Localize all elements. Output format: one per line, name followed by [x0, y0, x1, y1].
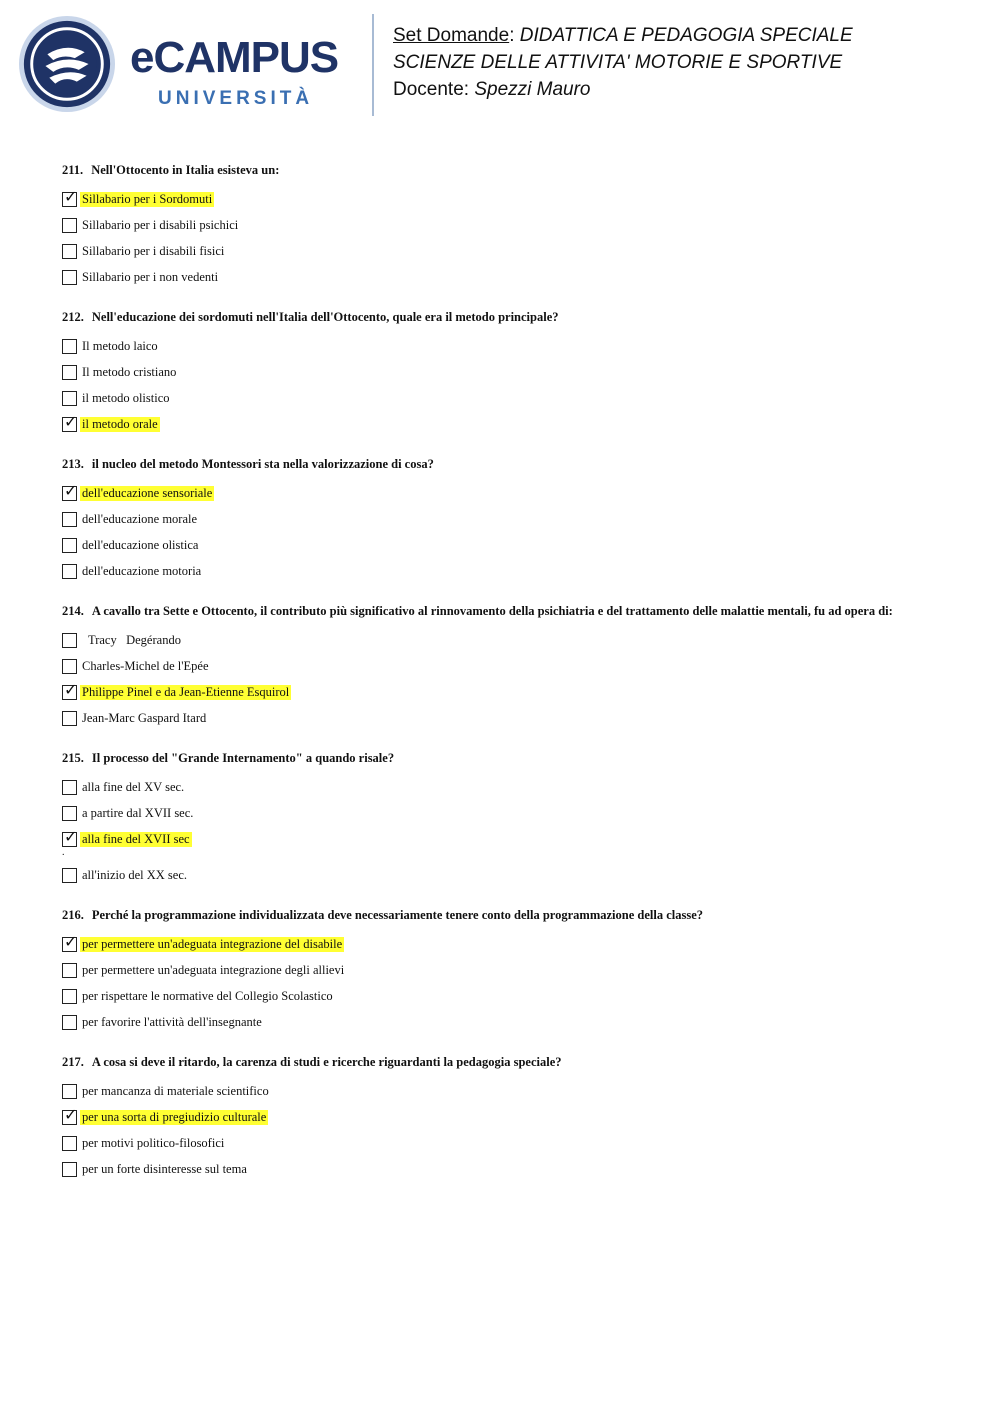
checkbox-icon[interactable] — [62, 1015, 77, 1030]
answer-option[interactable] — [62, 480, 962, 506]
checked-checkbox-icon[interactable] — [62, 480, 78, 501]
question-title — [62, 307, 962, 327]
checkbox-icon[interactable] — [62, 512, 77, 527]
checkmark-icon: ✓ — [64, 931, 78, 951]
checked-checkbox-icon[interactable] — [62, 679, 78, 700]
question — [62, 454, 962, 584]
checkmark-icon: ✓ — [64, 186, 78, 206]
checkbox-icon[interactable] — [62, 391, 77, 406]
answer-option-label: per mancanza di materiale scientifico — [82, 1083, 269, 1098]
question-number: 217. — [62, 1055, 84, 1069]
answer-option-label: per motivi politico-filosofici — [82, 1135, 225, 1150]
answer-option-label: per rispettare le normative del Collegio Scolastico — [82, 988, 333, 1003]
checkbox-icon[interactable] — [62, 218, 77, 233]
answer-option[interactable] — [62, 1130, 962, 1156]
question-title — [62, 1052, 962, 1072]
checked-checkbox-icon[interactable] — [62, 1104, 78, 1125]
answer-option[interactable] — [62, 1009, 962, 1035]
question — [62, 601, 962, 731]
set-title: DIDATTICA E PEDAGOGIA SPECIALE — [519, 25, 853, 46]
brand-subtitle: UNIVERSITÀ — [158, 88, 314, 109]
question-list — [62, 160, 962, 1199]
checkmark-icon: ✓ — [64, 826, 78, 846]
teacher-name: Spezzi Mauro — [474, 79, 591, 100]
question-text: Nell'Ottocento in Italia esisteva un: — [91, 163, 280, 177]
question-number: 213. — [62, 457, 84, 471]
question — [62, 748, 962, 888]
answer-option[interactable] — [62, 333, 962, 359]
question — [62, 1052, 962, 1182]
checkmark-icon: ✓ — [64, 480, 78, 500]
checkbox-icon[interactable] — [62, 711, 77, 726]
answer-option-label: dell'educazione olistica — [82, 537, 199, 552]
answer-option[interactable] — [62, 238, 962, 264]
answer-option[interactable] — [62, 931, 962, 957]
checkbox-icon[interactable] — [62, 868, 77, 883]
question-text: Il processo del "Grande Internamento" a quando risale? — [91, 751, 395, 765]
answer-option-label: per permettere un'adeguata integrazione del disabile — [82, 936, 343, 951]
question-text: il nucleo del metodo Montessori sta nella valorizzazione di cosa? — [91, 457, 434, 471]
question-title — [62, 160, 962, 180]
answer-option[interactable] — [62, 653, 962, 679]
answer-option[interactable] — [62, 385, 962, 411]
question-text: Nell'educazione dei sordomuti nell'Italia dell'Ottocento, quale era il metodo principale? — [91, 310, 559, 324]
answer-option-label: Philippe Pinel e da Jean-Etienne Esquirol — [82, 684, 290, 699]
answer-option[interactable] — [62, 212, 962, 238]
checkbox-icon[interactable] — [62, 538, 77, 553]
answer-option-label: dell'educazione sensoriale — [82, 485, 213, 500]
checkmark-icon: ✓ — [64, 411, 78, 431]
brand — [130, 33, 360, 116]
question-number: 215. — [62, 751, 84, 765]
question-text: Perché la programmazione individualizzata deve necessariamente tenere conto della programmazione della classe? — [91, 908, 703, 922]
answer-option-label: per favorire l'attività dell'insegnante — [82, 1014, 262, 1029]
checkbox-icon[interactable] — [62, 633, 77, 648]
question-title — [62, 905, 962, 925]
answer-option[interactable] — [62, 411, 962, 437]
question-title — [62, 748, 962, 768]
question-title — [62, 454, 962, 474]
ecampus-logo-icon — [18, 14, 116, 114]
checkbox-icon[interactable] — [62, 564, 77, 579]
answer-option-label: per un forte disinteresse sul tema — [82, 1161, 247, 1176]
question — [62, 160, 962, 290]
answer-option[interactable] — [62, 532, 962, 558]
answer-option[interactable] — [62, 1078, 962, 1104]
question-number: 211. — [62, 163, 84, 177]
checkbox-icon[interactable] — [62, 780, 77, 795]
answer-option-label: Sillabario per i disabili fisici — [82, 243, 225, 258]
checkmark-icon: ✓ — [64, 679, 78, 699]
question-title — [62, 601, 962, 621]
answer-option-label: Sillabario per i disabili psichici — [82, 217, 239, 232]
checkbox-icon[interactable] — [62, 270, 77, 285]
checkbox-icon[interactable] — [62, 1084, 77, 1099]
checkbox-icon[interactable] — [62, 339, 77, 354]
answer-option[interactable] — [62, 506, 962, 532]
answer-option-label: Charles-Michel de l'Epée — [82, 658, 209, 673]
checked-checkbox-icon[interactable] — [62, 826, 78, 847]
answer-option[interactable] — [62, 359, 962, 385]
answer-option-label: alla fine del XV sec. — [82, 779, 185, 794]
answer-option[interactable] — [62, 558, 962, 584]
header-divider — [372, 14, 374, 116]
brand-name: eCAMPUS — [130, 33, 339, 82]
question-number: 216. — [62, 908, 84, 922]
checkbox-icon[interactable] — [62, 244, 77, 259]
answer-option-label: Sillabario per i Sordomuti — [82, 191, 213, 206]
answer-option-label: Tracy Degérando — [82, 632, 181, 647]
answer-option-label: Jean-Marc Gaspard Itard — [82, 710, 207, 725]
answer-option[interactable] — [62, 679, 962, 705]
checked-checkbox-icon[interactable] — [62, 411, 78, 432]
answer-option[interactable] — [62, 862, 962, 888]
answer-option[interactable] — [62, 1104, 962, 1130]
answer-option[interactable] — [62, 983, 962, 1009]
course-name: SCIENZE DELLE ATTIVITA' MOTORIE E SPORTIVE — [393, 52, 843, 73]
question-number: 214. — [62, 604, 84, 618]
answer-option[interactable] — [62, 627, 962, 653]
checkbox-icon[interactable] — [62, 989, 77, 1004]
page-header — [0, 0, 1000, 130]
answer-option-label: a partire dal XVII sec. — [82, 805, 194, 820]
checkbox-icon[interactable] — [62, 365, 77, 380]
answer-option-label: Il metodo cristiano — [82, 364, 177, 379]
answer-option-label: il metodo orale — [82, 416, 158, 431]
question-text: A cavallo tra Sette e Ottocento, il contributo più significativo al rinnovamento della psichiatria e del trattamento delle malattie mentali, fu ad opera di: — [91, 604, 893, 618]
checked-checkbox-icon[interactable] — [62, 931, 78, 952]
teacher-label: Docente: — [393, 79, 470, 100]
answer-option[interactable] — [62, 705, 962, 731]
answer-option-label: dell'educazione morale — [82, 511, 198, 526]
question-number: 212. — [62, 310, 84, 324]
checkbox-icon[interactable] — [62, 1162, 77, 1177]
answer-option[interactable] — [62, 186, 962, 212]
checkbox-icon[interactable] — [62, 806, 77, 821]
answer-option[interactable] — [62, 800, 962, 826]
answer-option-label: per una sorta di pregiudizio culturale — [82, 1109, 267, 1124]
checked-checkbox-icon[interactable] — [62, 186, 78, 207]
answer-option[interactable] — [62, 1156, 962, 1182]
answer-option-label: Il metodo laico — [82, 338, 158, 353]
answer-option-label: il metodo olistico — [82, 390, 170, 405]
question — [62, 905, 962, 1035]
answer-option[interactable] — [62, 264, 962, 290]
answer-option[interactable] — [62, 774, 962, 800]
trailing-mark: . — [62, 847, 65, 858]
document-meta: Set Domande: DIDATTICA E PEDAGOGIA SPECIALE SCIENZE DELLE ATTIVITA' MOTORIE E SPORTIVE Docente: Spezzi Mauro — [393, 25, 853, 100]
checkbox-icon[interactable] — [62, 963, 77, 978]
set-label: Set Domande — [393, 25, 510, 46]
checkbox-icon[interactable] — [62, 659, 77, 674]
checkbox-icon[interactable] — [62, 1136, 77, 1151]
answer-option-label: per permettere un'adeguata integrazione degli allievi — [82, 962, 345, 977]
answer-option-label: Sillabario per i non vedenti — [82, 269, 219, 284]
answer-option[interactable] — [62, 957, 962, 983]
question — [62, 307, 962, 437]
answer-option-label: alla fine del XVII sec — [82, 831, 190, 846]
question-text: A cosa si deve il ritardo, la carenza di studi e ricerche riguardanti la pedagogia speciale? — [91, 1055, 562, 1069]
answer-option-label: all'inizio del XX sec. — [82, 867, 187, 882]
answer-option-label: dell'educazione motoria — [82, 563, 202, 578]
checkmark-icon: ✓ — [64, 1104, 78, 1124]
